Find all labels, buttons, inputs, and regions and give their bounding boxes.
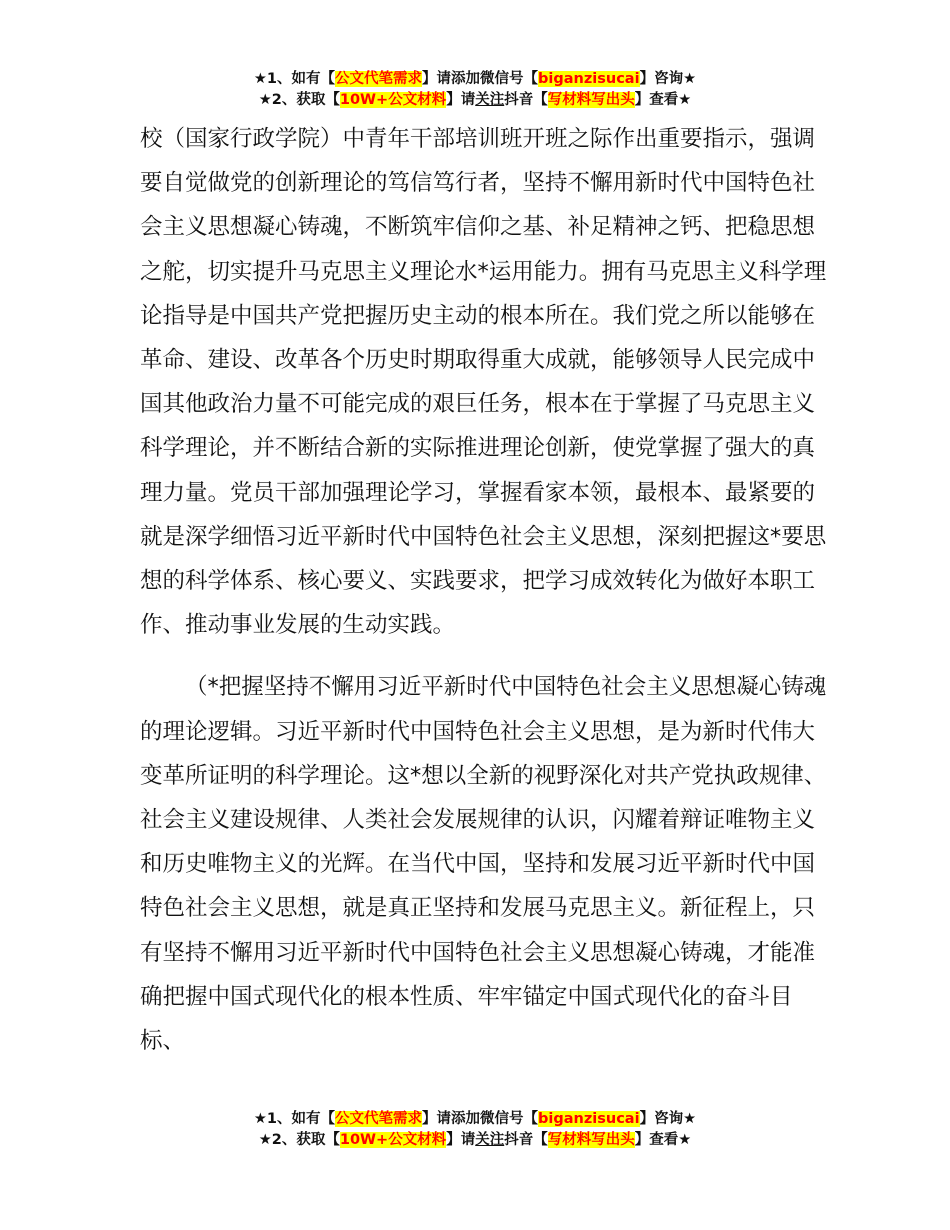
highlight-wechat-id: biganzisucai: [538, 1111, 640, 1127]
banner-text: ★1、如有【: [253, 1111, 336, 1127]
banner-text: ★1、如有【: [253, 71, 336, 87]
highlight-ghostwriting: 公文代笔需求: [335, 1111, 423, 1127]
banner-text: 】咨询★: [639, 1111, 697, 1127]
banner-follow-text: 关注: [475, 1132, 505, 1148]
banner-text: 】请: [446, 92, 476, 108]
header-banner: [0, 69, 950, 111]
banner-text: 抖音【: [504, 92, 548, 108]
banner-text: 添加: [451, 1111, 481, 1127]
banner-text: 抖音【: [504, 1132, 548, 1148]
body-paragraph-1: 校（国家行政学院）中青年干部培训班开班之际作出重要指示，强调要自觉做党的创新理论的笃信笃行者，坚持不懈用新时代中国特色社会主义思想凝心铸魂，不断筑牢信仰之基、补足精神之钙、把稳思想之舵，切实提升马克思主义理论水*运用能力。拥有马克思主义科学理论指导是中国共产党把握历史主动的根本所在。我们党之所以能够在革命、建设、改革各个历史时期取得重大成就，能够领导人民完成中国其他政治力量不可能完成的艰巨任务，根本在于掌握了马克思主义科学理论，并不断结合新的实际推进理论创新，使党掌握了强大的真理力量。党员干部加强理论学习，掌握看家本领，最根本、最紧要的就是深学细悟习近平新时代中国特色社会主义思想，深刻把握这*要思想的科学体系、核心要义、实践要求，把学习成效转化为做好本职工作、推动事业发展的生动实践。: [140, 126, 827, 639]
banner-line-2: [0, 90, 950, 111]
highlight-materials: 10W+公文材料: [339, 1132, 447, 1148]
highlight-douyin-account: 写材料写出头: [547, 92, 635, 108]
banner-text: 】请: [422, 71, 452, 87]
banner-text: 】查看★: [634, 92, 692, 108]
banner-text: 】请: [446, 1132, 476, 1148]
banner-follow-text: 关注: [475, 92, 505, 108]
banner-line-2: [0, 1130, 950, 1151]
highlight-wechat-id: biganzisucai: [538, 71, 640, 87]
document-body: [140, 117, 830, 1063]
highlight-materials: 10W+公文材料: [339, 92, 447, 108]
banner-text: 】查看★: [634, 1132, 692, 1148]
highlight-douyin-account: 写材料写出头: [547, 1132, 635, 1148]
banner-text: 】请: [422, 1111, 452, 1127]
banner-line-1: [0, 1109, 950, 1130]
banner-text: 添加: [451, 71, 481, 87]
body-paragraph-2: （*把握坚持不懈用习近平新时代中国特色社会主义思想凝心铸魂的理论逻辑。习近平新时代中国特色社会主义思想，是为新时代伟大变革所证明的科学理论。这*想以全新的视野深化对共产党执政规律、社会主义建设规律、人类社会发展规律的认识，闪耀着辩证唯物主义和历史唯物主义的光辉。在当代中国，坚持和发展习近平新时代中国特色社会主义思想，就是真正坚持和发展马克思主义。新征程上，只有坚持不懈用习近平新时代中国特色社会主义思想凝心铸魂，才能准确把握中国式现代化的根本性质、牢牢锚定中国式现代化的奋斗目标、: [140, 674, 827, 1055]
banner-line-1: [0, 69, 950, 90]
banner-text: ★2、获取【: [258, 92, 340, 108]
highlight-ghostwriting: 公文代笔需求: [335, 71, 423, 87]
banner-text: ★2、获取【: [258, 1132, 340, 1148]
banner-text: 微信号【: [480, 71, 539, 87]
footer-banner: [0, 1109, 950, 1151]
banner-text: 】咨询★: [639, 71, 697, 87]
banner-text: 微信号【: [480, 1111, 539, 1127]
